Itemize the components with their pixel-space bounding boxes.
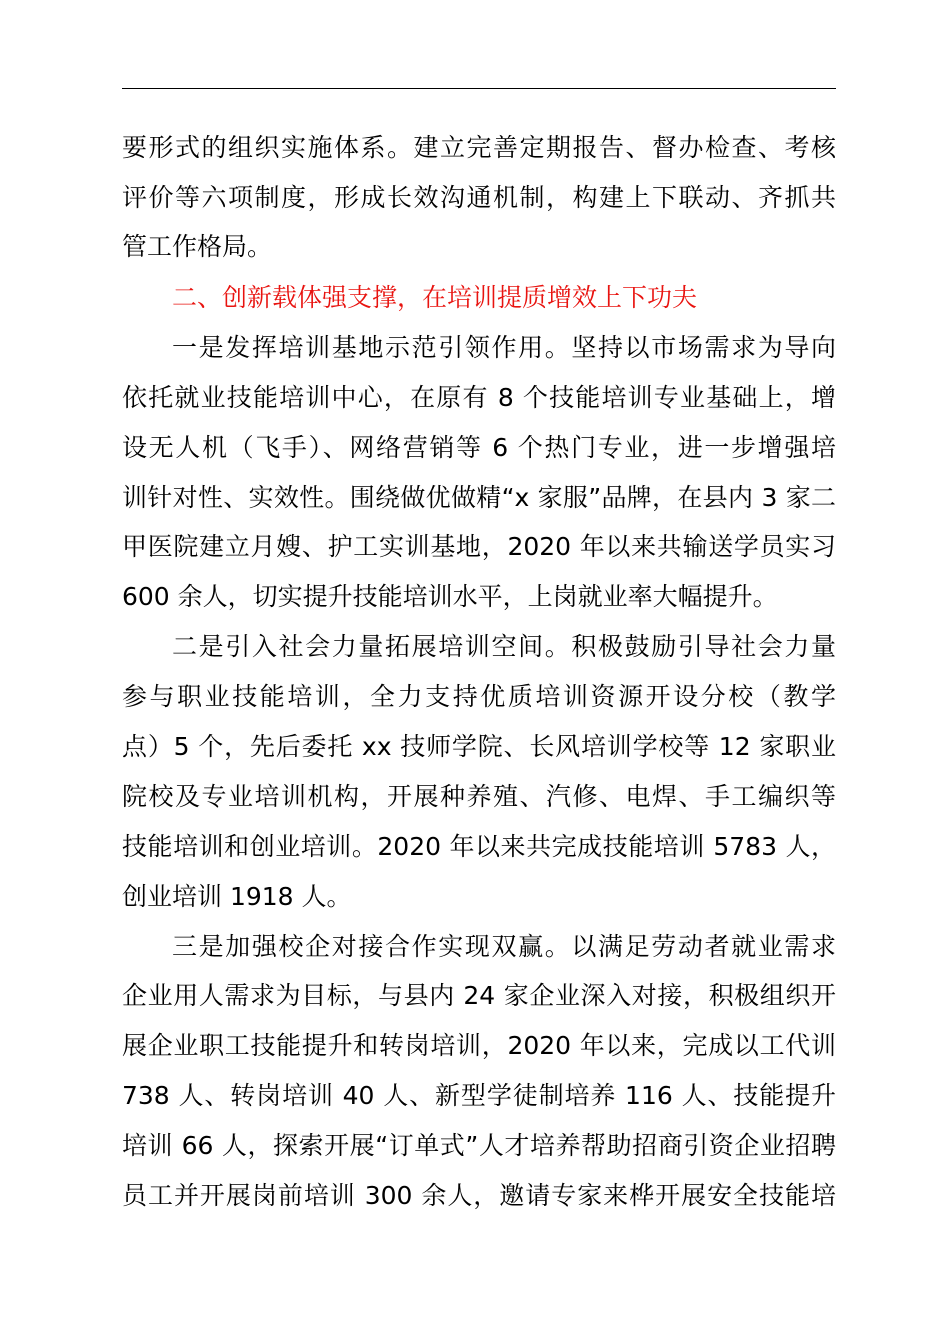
text-line: 设无人机（飞手）、网络营销等 6 个热门专业，进一步增强培 <box>122 433 836 462</box>
text-line: 点）5 个，先后委托 xx 技师学院、长风培训学校等 12 家职业 <box>122 732 836 761</box>
text-line: 技能培训和创业培训。2020 年以来共完成技能培训 5783 人， <box>122 832 836 861</box>
text-line: 要形式的组织实施体系。建立完善定期报告、督办检查、考核 <box>122 133 836 162</box>
text-line: 院校及专业培训机构，开展种养殖、汽修、电焊、手工编织等 <box>122 782 836 811</box>
paragraph-first-line: 三是加强校企对接合作实现双赢。以满足劳动者就业需求 <box>172 932 836 961</box>
text-line: 600 余人，切实提升技能培训水平，上岗就业率大幅提升。 <box>122 582 778 611</box>
text-line: 依托就业技能培训中心，在原有 8 个技能培训专业基础上，增 <box>122 383 836 412</box>
text-line: 评价等六项制度，形成长效沟通机制，构建上下联动、齐抓共 <box>122 183 836 212</box>
section-heading: 二、创新载体强支撑，在培训提质增效上下功夫 <box>172 283 698 312</box>
text-line: 创业培训 1918 人。 <box>122 882 352 911</box>
text-line: 培训 66 人，探索开展“订单式”人才培养帮助招商引资企业招聘 <box>122 1131 836 1160</box>
text-line: 甲医院建立月嫂、护工实训基地，2020 年以来共输送学员实习 <box>122 532 836 561</box>
paragraph-first-line: 二是引入社会力量拓展培训空间。积极鼓励引导社会力量 <box>172 632 836 661</box>
header-rule <box>122 88 836 89</box>
paragraph-first-line: 一是发挥培训基地示范引领作用。坚持以市场需求为导向 <box>172 333 836 362</box>
text-line: 738 人、转岗培训 40 人、新型学徒制培养 116 人、技能提升 <box>122 1081 836 1110</box>
text-line: 企业用人需求为目标，与县内 24 家企业深入对接，积极组织开 <box>122 981 836 1010</box>
text-line: 员工并开展岗前培训 300 余人，邀请专家来桦开展安全技能培 <box>122 1181 836 1210</box>
text-line: 管工作格局。 <box>122 232 273 261</box>
text-line: 训针对性、实效性。围绕做优做精“x 家服”品牌，在县内 3 家二 <box>122 483 836 512</box>
text-line: 参与职业技能培训，全力支持优质培训资源开设分校（教学 <box>122 682 836 711</box>
text-line: 展企业职工技能提升和转岗培训，2020 年以来，完成以工代训 <box>122 1031 836 1060</box>
